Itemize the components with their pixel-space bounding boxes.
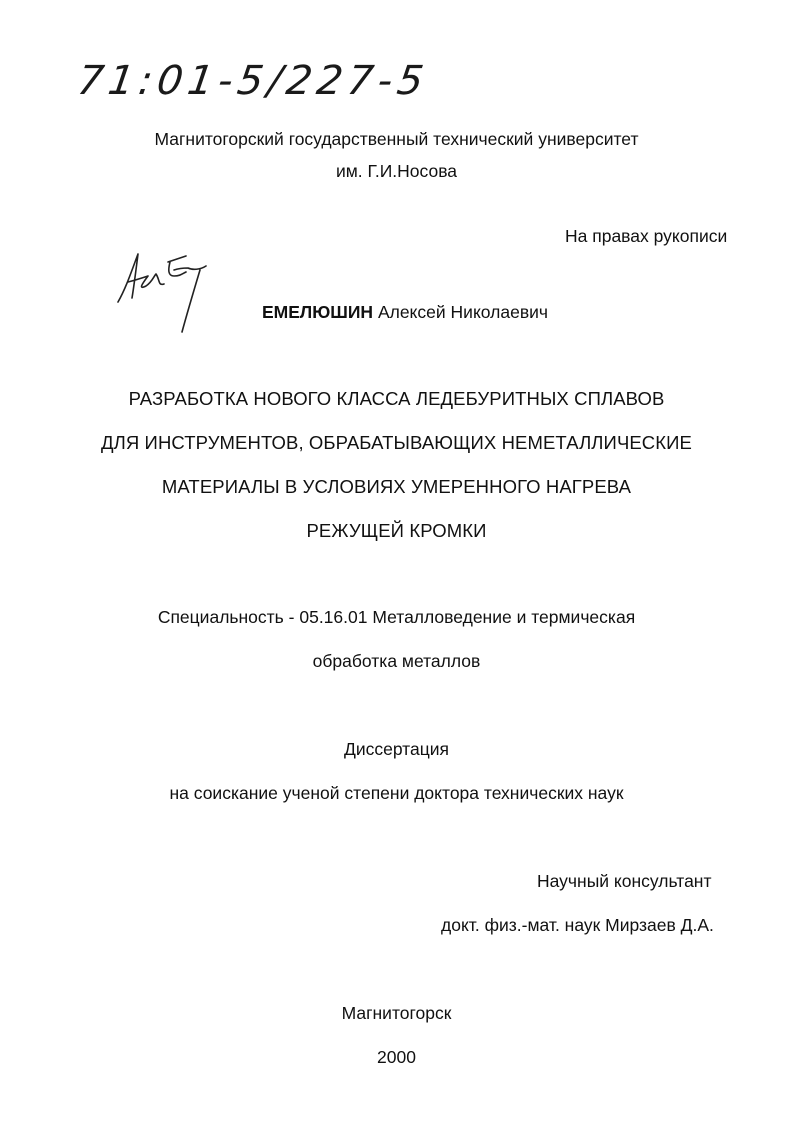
thesis-title-line-1: РАЗРАБОТКА НОВОГО КЛАССА ЛЕДЕБУРИТНЫХ СПЛАВОВ bbox=[128, 388, 665, 409]
author-name bbox=[262, 301, 548, 323]
university-dedication: им. Г.И.Носова bbox=[335, 161, 458, 181]
thesis-title-line-3: МАТЕРИАЛЫ В УСЛОВИЯХ УМЕРЕННОГО НАГРЕВА bbox=[161, 476, 632, 497]
author-given-names: Алексей Николаевич bbox=[377, 302, 549, 322]
degree-type: Диссертация bbox=[343, 739, 450, 759]
author-surname: ЕМЕЛЮШИН bbox=[262, 302, 374, 322]
rights-note: На правах рукописи bbox=[565, 226, 728, 246]
year: 2000 bbox=[377, 1047, 416, 1067]
thesis-title-line-4: РЕЖУЩЕЙ КРОМКИ bbox=[306, 520, 487, 541]
specialty-line-2: обработка металлов bbox=[312, 651, 481, 671]
thesis-title-line-2: ДЛЯ ИНСТРУМЕНТОВ, ОБРАБАТЫВАЮЩИХ НЕМЕТАЛЛИЧЕСКИЕ bbox=[100, 432, 692, 453]
city: Магнитогорск bbox=[341, 1003, 452, 1023]
specialty-line-1: Специальность - 05.16.01 Металловедение и термическая bbox=[157, 607, 636, 627]
consultant-label: Научный консультант bbox=[537, 871, 712, 891]
consultant-name: докт. физ.-мат. наук Мирзаев Д.А. bbox=[441, 915, 714, 935]
university-name: Магнитогорский государственный технический университет bbox=[154, 129, 639, 149]
archive-number: 71:01-5/227-5 bbox=[74, 58, 432, 104]
author-signature bbox=[108, 240, 218, 340]
degree-purpose: на соискание ученой степени доктора технических наук bbox=[169, 783, 624, 803]
